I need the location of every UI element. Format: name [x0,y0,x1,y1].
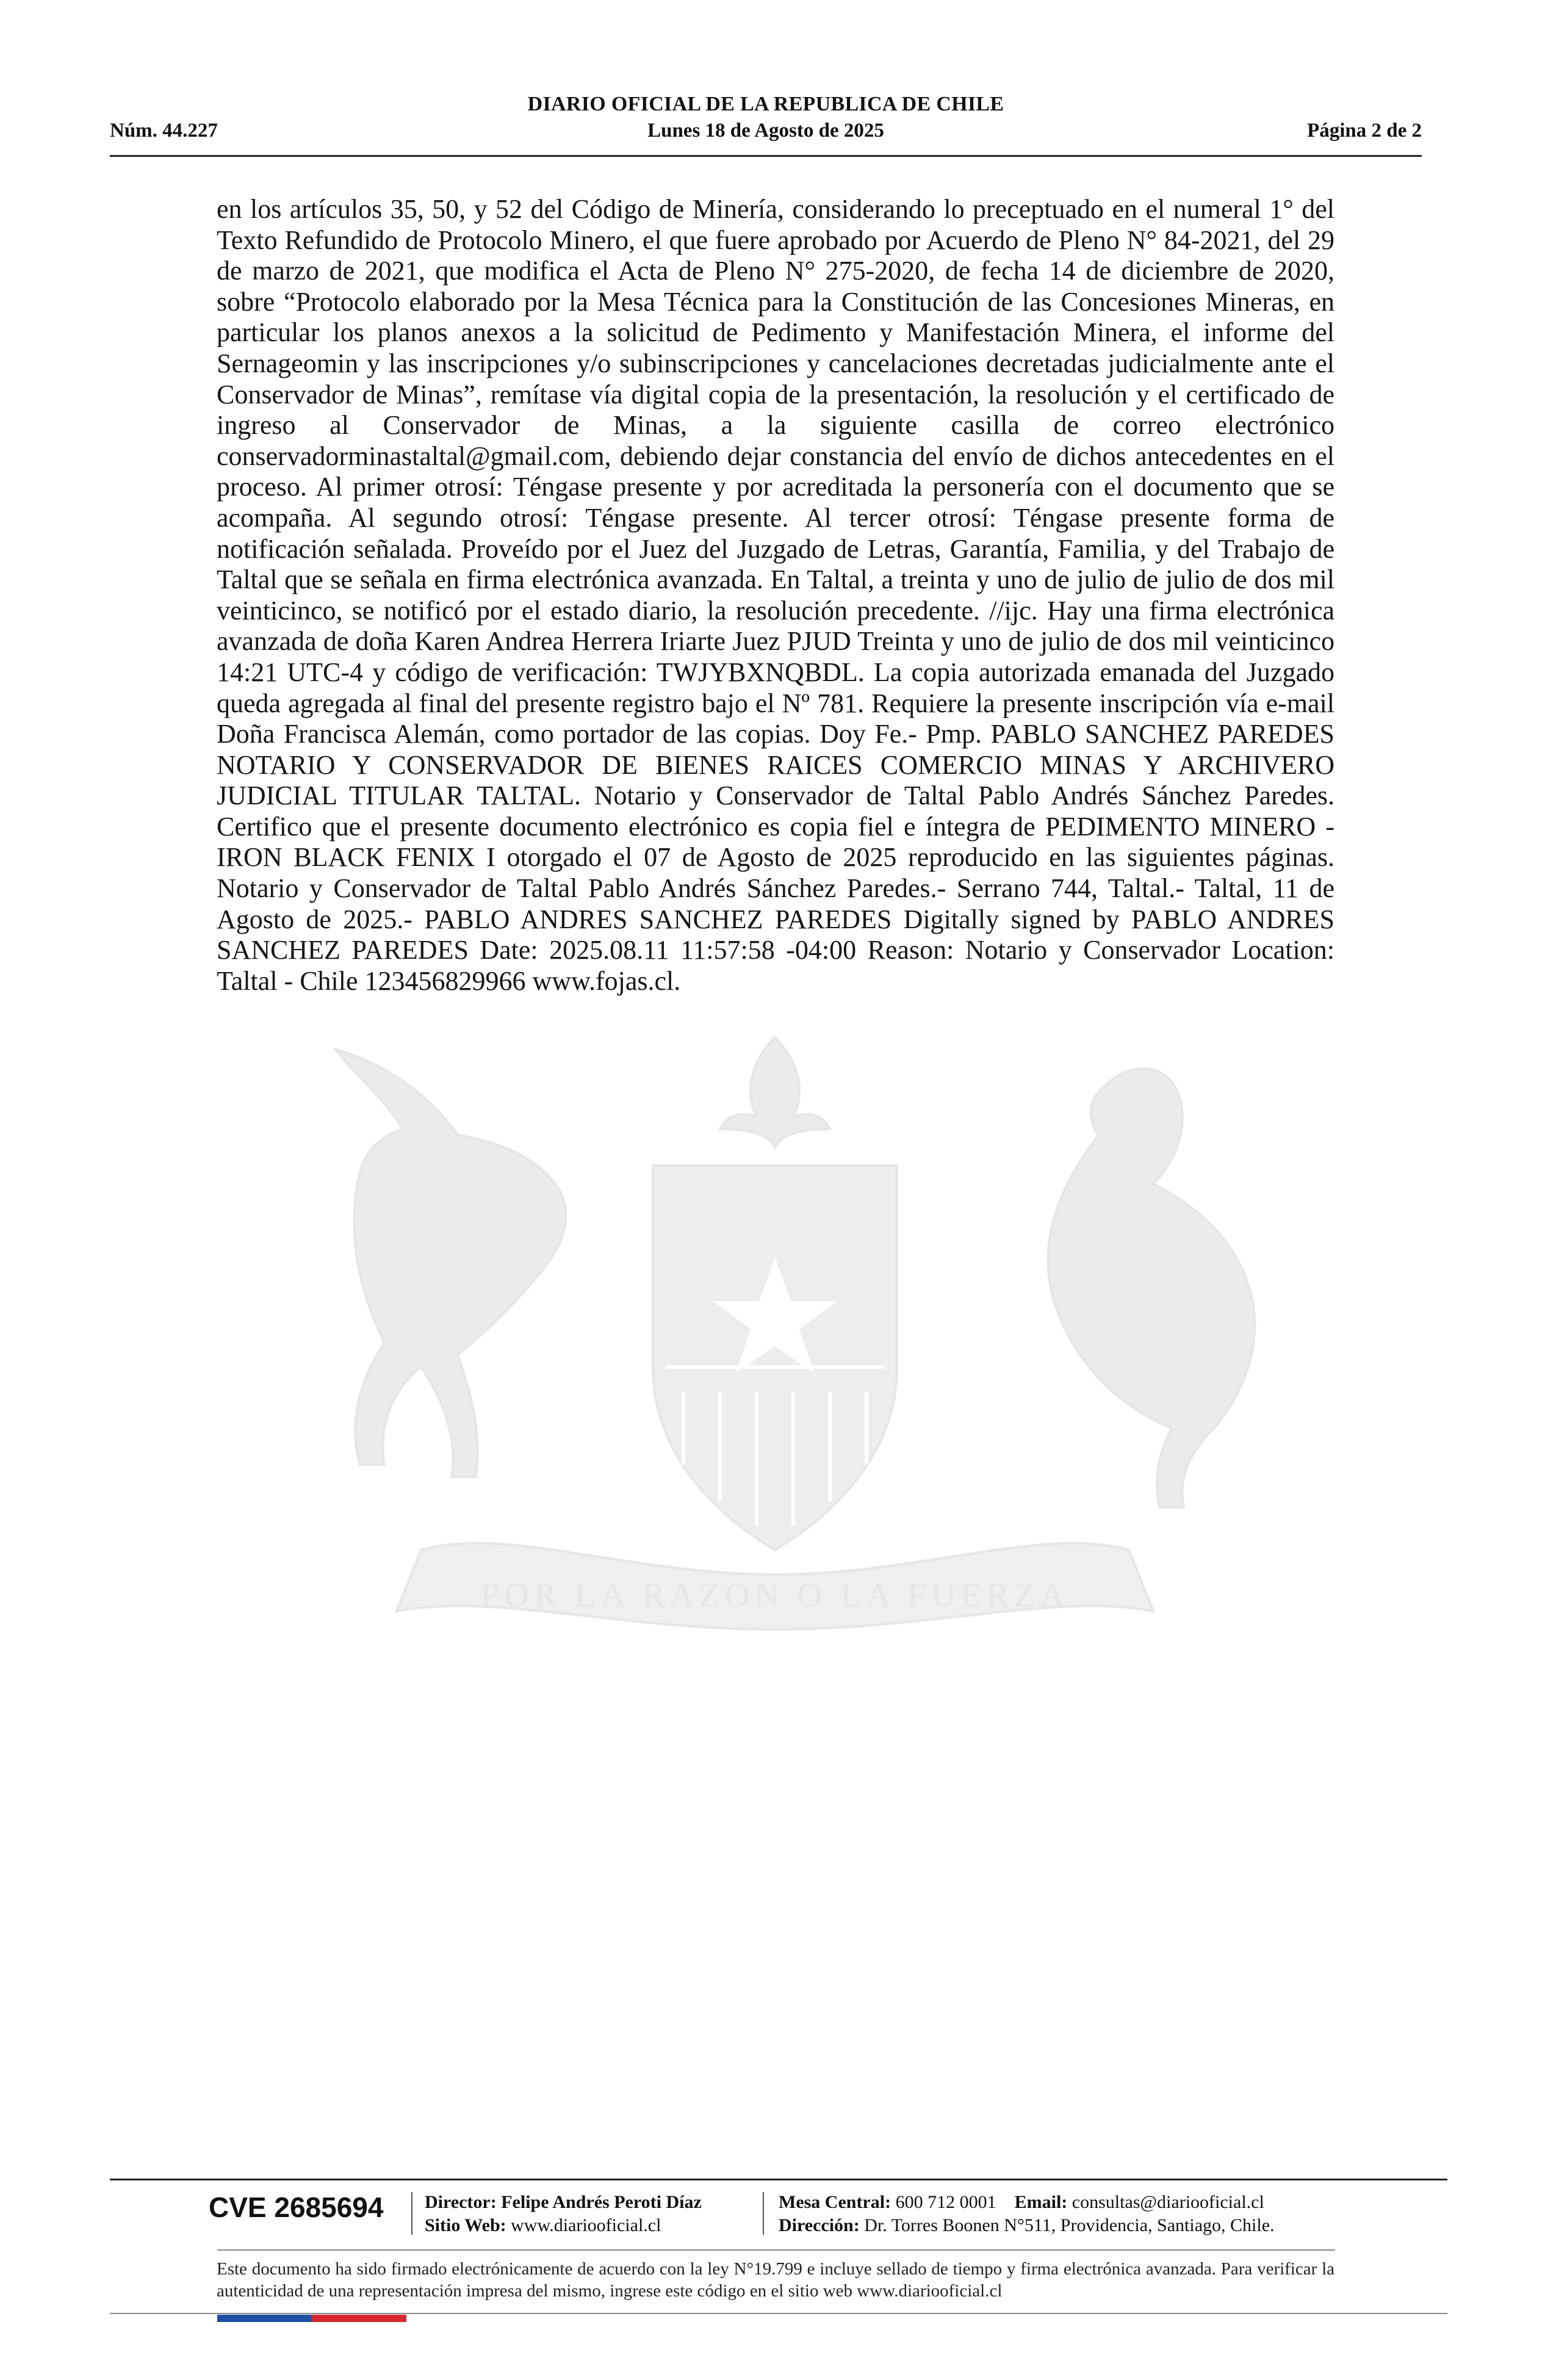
issue-number: Núm. 44.227 [110,120,218,142]
document-body-text: en los artículos 35, 50, y 52 del Código de Minería, considerando lo preceptuado en el numeral 1° del Texto Refundido de Protocolo Minero, el que fuere aprobado por Acuerdo de Pleno N° 84-2021, del 29 de marzo de 2021, que modifica el Acta de Pleno N° 275-2020, de fecha 14 de diciembre de 2020, sobre “Protocolo elaborado por la Mesa Técnica para la Constitución de las Concesiones Mineras, en particular los planos anexos a la solicitud de Pedimento y Manifestación Minera, el informe del Sernageomin y las inscripciones y/o subinscripciones y cancelaciones decretadas judicialmente ante el Conservador de Minas”, remítase vía digital copia de la presentación, la resolución y el certificado de ingreso al Conservador de Minas, a la siguiente casilla de correo electrónico conservadorminastaltal@gmail.com, debiendo dejar constancia del envío de dichos antecedentes en el proceso. Al primer otrosí: Téngase presente y por acreditada la personería con el documento que se acompaña. Al segundo otrosí: Téngase presente. Al tercer otrosí: Téngase presente forma de notificación señalada. Proveído por el Juez del Juzgado de Letras, Garantía, Familia, y del Trabajo de Taltal que se señala en firma electrónica avanzada. En Taltal, a treinta y uno de julio de julio de dos mil veinticinco, se notificó por el estado diario, la resolución precedente. //ijc. Hay una firma electrónica avanzada de doña Karen Andrea Herrera Iriarte Juez PJUD Treinta y uno de julio de dos mil veinticinco 14:21 UTC-4 y código de verificación: TWJYBXNQBDL. La copia autorizada emanada del Juzgado queda agregada al final del presente registro bajo el Nº 781. Requiere la presente inscripción vía e-mail Doña Francisca Alemán, como portador de las copias. Doy Fe.- Pmp. PABLO SANCHEZ PAREDES NOTARIO Y CONSERVADOR DE BIENES RAICES COMERCIO MINAS Y ARCHIVERO JUDICIAL TITULAR TALTAL. Notario y Conservador de Taltal Pablo Andrés Sánchez Paredes. Certifico que el presente documento electrónico es copia fiel e íntegra de PEDIMENTO MINERO - IRON BLACK FENIX I otorgado el 07 de Agosto de 2025 reproducido en las siguientes páginas. Notario y Conservador de Taltal Pablo Andrés Sánchez Paredes.- Serrano 744, Taltal.- Taltal, 11 de Agosto de 2025.- PABLO ANDRES SANCHEZ PAREDES Digitally signed by PABLO ANDRES SANCHEZ PAREDES Date: 2025.08.11 11:57:58 -04:00 Reason: Notario y Conservador Location: Taltal - Chile 123456829966 www.fojas.cl. [217,194,1334,996]
page-indicator: Página 2 de 2 [1307,120,1422,142]
mesa-central-phone: 600 712 0001 [895,2192,996,2212]
email-link[interactable]: consultas@diariooficial.cl [1072,2192,1264,2212]
director-name: Felipe Andrés Peroti Díaz [501,2192,702,2212]
mesa-central-label: Mesa Central: [779,2192,891,2212]
newspaper-title: DIARIO OFICIAL DE LA REPUBLICA DE CHILE [527,93,1004,115]
website-label: Sitio Web: [425,2215,506,2235]
page-header [110,93,1422,154]
address-value: Dr. Torres Boonen N°511, Providencia, Santiago, Chile. [864,2215,1275,2235]
footer-director-block [425,2191,702,2237]
header-divider [110,155,1422,157]
crest-motto: POR LA RAZON O LA FUERZA [480,1576,1070,1614]
issue-date: Lunes 18 de Agosto de 2025 [647,120,884,142]
footer-separator [763,2192,764,2235]
website-link[interactable]: www.diariooficial.cl [511,2215,661,2235]
footer-separator [411,2192,412,2235]
address-label: Dirección: [779,2215,860,2235]
footer-contact-block [779,2191,1275,2237]
flag-stripe-blue [217,2315,311,2322]
flag-stripe-red [311,2315,406,2322]
chile-coat-of-arms-icon [201,1025,1349,1672]
director-label: Director: [425,2192,497,2212]
legal-notice: Este documento ha sido firmado electrónicamente de acuerdo con la ley N°19.799 e incluye sellado de tiempo y firma electrónica avanzada. Para verificar la autenticidad de una representación impresa del mismo, ingrese este código en el sitio web www.diariooficial.cl [217,2259,1334,2301]
footer-divider-top [110,2179,1447,2180]
email-label: Email: [1014,2192,1068,2212]
cve-code: CVE 2685694 [209,2191,384,2223]
footer-divider-mid [217,2249,1335,2251]
footer-divider-bottom [110,2313,1447,2314]
